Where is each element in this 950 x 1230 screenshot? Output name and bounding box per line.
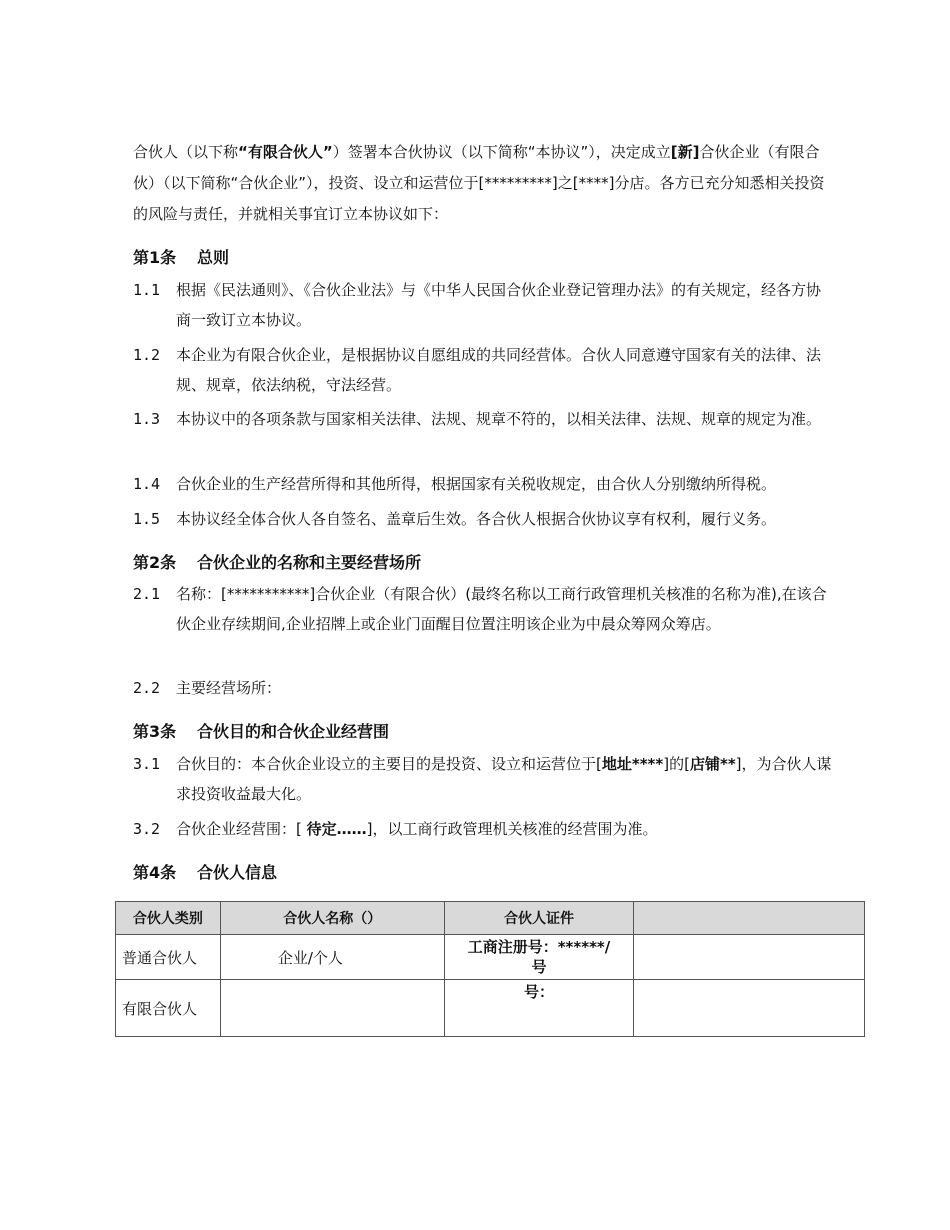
clause-text: 合伙企业的生产经营所得和其他所得，根据国家有关税收规定，由合伙人分别缴纳所得税。 [176,475,777,493]
clause-1-1 [133,275,833,335]
section-3-title: 合伙目的和合伙企业经营围 [197,722,390,741]
header-blank [634,902,865,935]
section-1-title: 总则 [197,248,230,267]
clause-text: 名称：[***********]合伙企业（有限合伙）(最终名称以工商行政管理机关核准的名称为准),在该合伙企业存续期间,企业招牌上或企业门面醒目位置注明该企业为中晨众筹网众筹店。 [176,585,827,633]
clause-2-2 [133,673,833,703]
section-2-title: 合伙企业的名称和主要经营场所 [197,553,422,572]
clause-text-part: 合伙企业经营围：[ [176,820,307,838]
intro-paragraph [133,137,833,230]
clause-2-1 [133,579,833,639]
cert-line-1: 工商注册号：******/ [467,938,611,956]
clause-number: 1.5 [133,510,161,528]
clause-1-2 [133,340,833,400]
clause-text [176,749,833,809]
cell-certificate [444,935,634,980]
clause-number: 1.4 [133,475,161,493]
clause-number: 1.1 [133,281,161,299]
clause-text: 本企业为有限合伙企业，是根据协议自愿组成的共同经营体。合伙人同意遵守国家有关的法律、法规、规章，依法纳税，守法经营。 [176,346,822,394]
clause-number: 2.2 [133,679,161,697]
header-partner-certificate: 合伙人证件 [444,902,634,935]
clause-number: 3.2 [133,820,161,838]
intro-text-3: 合伙企业（有限合伙）（以下简称“合伙企业”），投资、设立和运营位于[*********]之[****]分店。各方已充分知悉相关投资的风险与责任，并就相关事宜订立本协议如下： [133,143,825,223]
clause-text: 本协议经全体合伙人各自签名、盖章后生效。各合伙人根据合伙协议享有权利，履行义务。 [176,510,777,528]
cell-certificate: 号： [444,980,634,1037]
section-4-number: 第4条 [133,863,177,882]
clause-text: 主要经营场所： [176,679,282,697]
clause-1-4 [133,469,833,499]
clause-text-part: ]，以工商行政管理机关核准的经营围为准。 [366,820,658,838]
section-3-heading [133,720,389,744]
section-1-number: 第1条 [133,248,177,267]
section-4-title: 合伙人信息 [197,863,278,882]
clause-number: 1.2 [133,346,161,364]
cell-partner-type: 普通合伙人 [116,935,221,980]
clause-text: 根据《民法通则》、《合伙企业法》与《中华人民国合伙企业登记管理办法》的有关规定，经各方协商一致订立本协议。 [176,281,822,329]
intro-text-2: ）签署本合伙协议（以下简称“本协议”），决定成立 [332,143,671,161]
header-partner-type: 合伙人类别 [116,902,221,935]
clause-text-part: 合伙目的：本合伙企业设立的主要目的是投资、设立和运营位于[ [176,755,602,773]
section-2-number: 第2条 [133,553,177,572]
intro-limited-partner: “有限合伙人” [238,143,333,161]
clause-number: 2.1 [133,585,161,603]
address-placeholder: 地址**** [601,755,664,773]
clause-3-2 [133,814,833,844]
scope-placeholder: 待定…… [306,820,367,838]
table-row [116,935,865,980]
cell-blank [634,980,865,1037]
header-partner-name: 合伙人名称（） [220,902,444,935]
clause-text [176,814,833,844]
clause-number: 3.1 [133,755,161,773]
clause-3-1 [133,749,833,809]
section-1-heading [133,246,229,270]
cell-partner-type: 有限合伙人 [116,980,221,1037]
cell-partner-name: 企业/个人 [220,935,444,980]
cell-blank [634,935,865,980]
clause-1-3 [133,404,833,434]
clause-number: 1.3 [133,410,161,428]
clause-1-5 [133,504,833,534]
clause-text: 本协议中的各项条款与国家相关法律、法规、规章不符的，以相关法律、法规、规章的规定为准。 [176,410,822,428]
intro-text-1: 合伙人（以下称 [133,143,239,161]
cert-line-2: 号 [531,958,547,976]
table-row [116,980,865,1037]
section-3-number: 第3条 [133,722,177,741]
clause-text-part: ]，为合伙人谋求投资收益最大化。 [176,755,832,803]
intro-new-name: [新] [670,143,700,161]
cell-partner-name [220,980,444,1037]
section-4-heading [133,861,277,885]
clause-text-part: ]的[ [663,755,690,773]
table-header-row [116,902,865,935]
section-2-heading [133,551,421,575]
partner-info-table [115,901,865,1037]
store-placeholder: 店铺** [689,755,736,773]
